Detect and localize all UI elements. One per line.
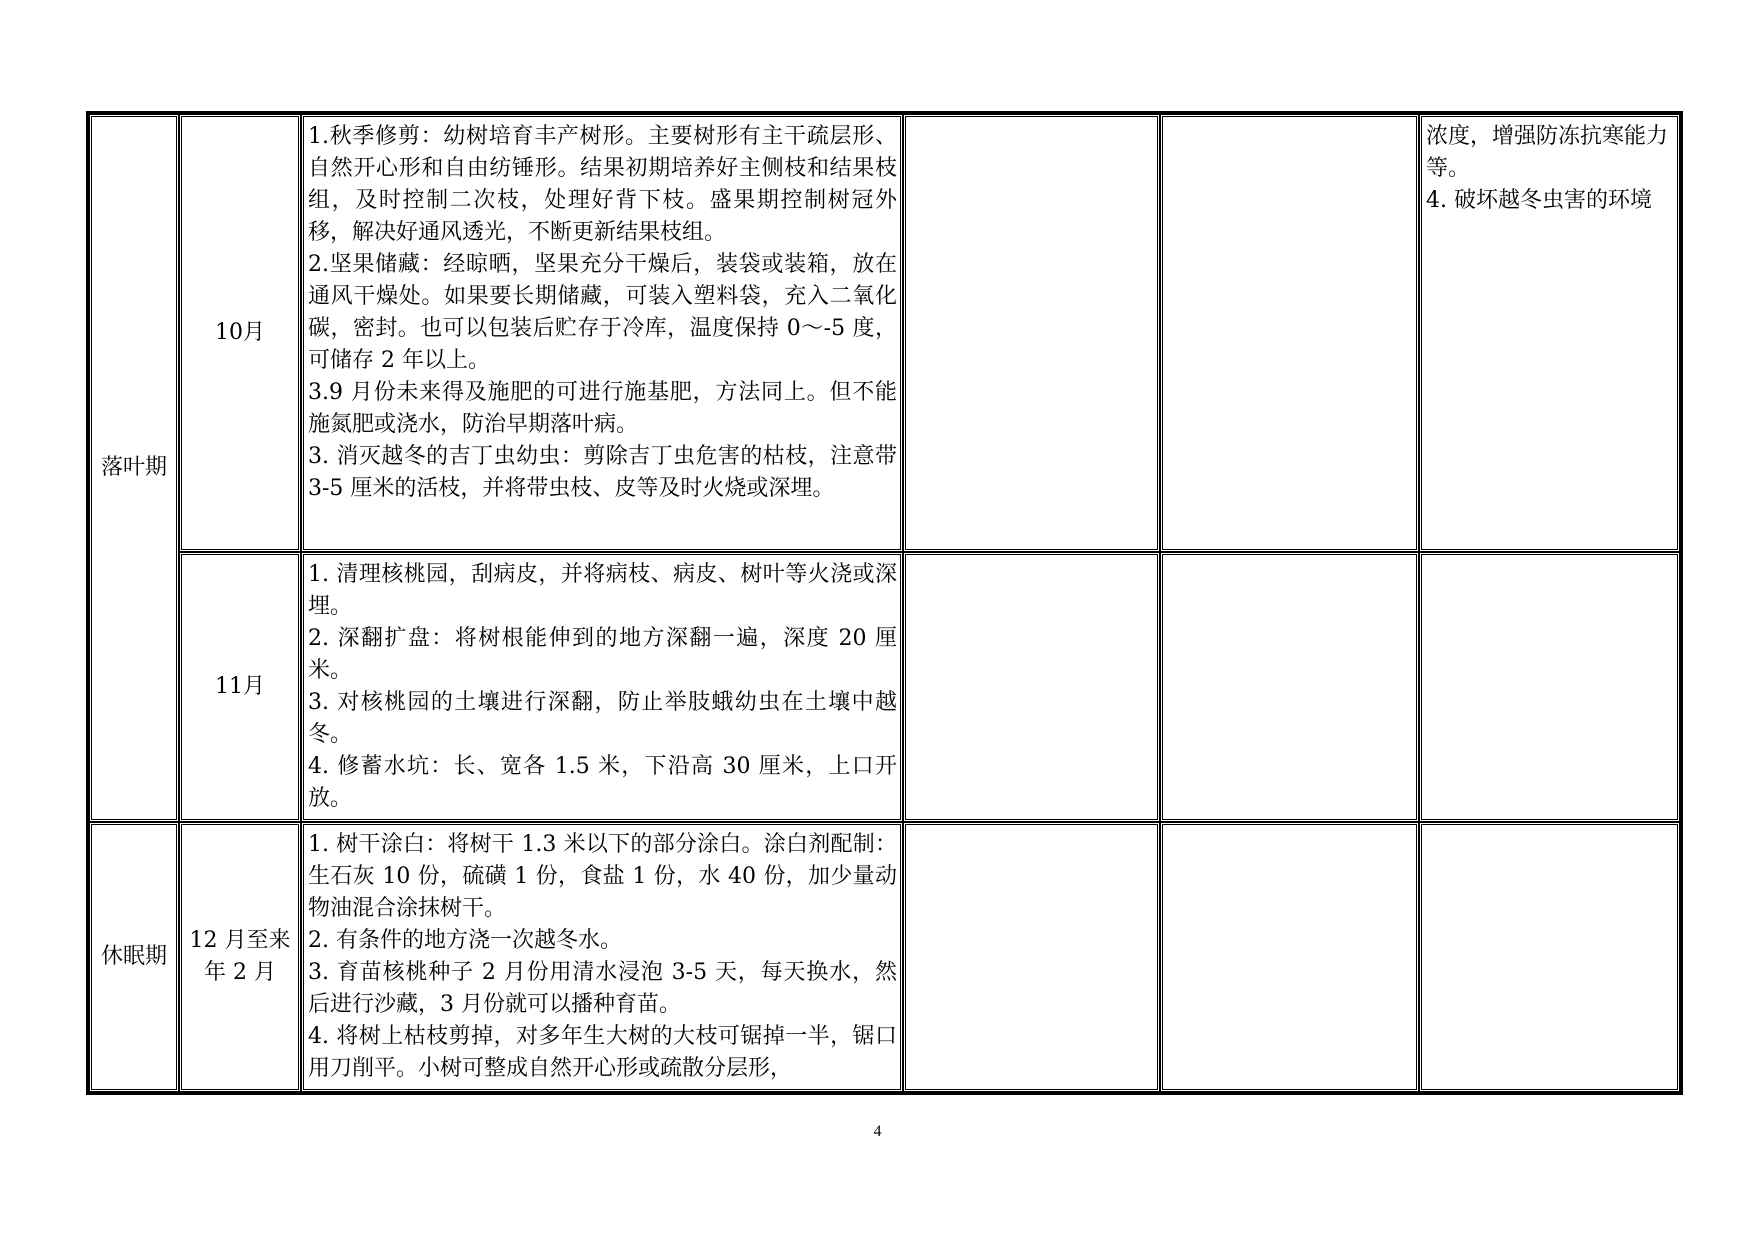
stage-cell-dormancy: 休眠期 [89,822,179,1092]
task-item: 3. 消灭越冬的吉丁虫幼虫：剪除吉丁虫危害的枯枝，注意带 3-5 厘米的活枝，并将带虫枝、皮等及时火烧或深埋。 [308,444,897,501]
empty-cell [1160,552,1419,822]
task-item: 3. 育苗核桃种子 2 月份用清水浸泡 3-5 天，每天换水，然后进行沙藏，3 月份就可以播种育苗。 [308,960,897,1017]
month-cell-december-february: 12 月至来年 2 月 [179,822,301,1092]
month-cell-october: 10月 [179,114,301,552]
empty-cell [1160,114,1419,552]
task-item: 4. 修蓄水坑：长、宽各 1.5 米，下沿高 30 厘米，上口开放。 [308,754,897,811]
management-schedule-table [86,111,1683,1095]
empty-cell [1419,552,1680,822]
table-row [89,552,1680,822]
task-item: 3.9 月份未来得及施肥的可进行施基肥，方法同上。但不能施氮肥或浇水，防治早期落叶病。 [308,380,897,437]
note-item: 浓度，增强防冻抗寒能力等。 [1426,124,1669,181]
task-item: 2. 有条件的地方浇一次越冬水。 [308,928,622,953]
table-row [89,114,1680,552]
tasks-cell-november [301,552,903,822]
table-row [89,822,1680,1092]
empty-cell [903,822,1160,1092]
empty-cell [1419,822,1680,1092]
month-cell-november: 11月 [179,552,301,822]
task-item: 2.坚果储藏：经晾晒，坚果充分干燥后，装袋或装箱，放在通风干燥处。如果要长期储藏，可装入塑料袋，充入二氧化碳，密封。也可以包装后贮存于冷库，温度保持 0～-5 度，可储存 2 年以上。 [308,252,897,373]
task-item: 1.秋季修剪：幼树培育丰产树形。主要树形有主干疏层形、自然开心形和自由纺锤形。结果初期培养好主侧枝和结果枝组，及时控制二次枝，处理好背下枝。盛果期控制树冠外移，解决好通风透光，不断更新结果枝组。 [308,124,897,245]
stage-cell-leaf-fall: 落叶期 [89,114,179,822]
page-number: 4 [873,1123,882,1140]
note-item: 4. 破坏越冬虫害的环境 [1426,188,1652,213]
empty-cell [903,114,1160,552]
task-item: 1. 树干涂白：将树干 1.3 米以下的部分涂白。涂白剂配制：生石灰 10 份，硫磺 1 份，食盐 1 份，水 40 份，加少量动物油混合涂抹树干。 [308,832,897,921]
note-cell-october [1419,114,1680,552]
task-item: 3. 对核桃园的土壤进行深翻，防止举肢蛾幼虫在土壤中越冬。 [308,690,897,747]
task-item: 1. 清理核桃园，刮病皮，并将病枝、病皮、树叶等火浇或深埋。 [308,562,897,619]
task-item: 2. 深翻扩盘：将树根能伸到的地方深翻一遍，深度 20 厘米。 [308,626,897,683]
empty-cell [903,552,1160,822]
task-item: 4. 将树上枯枝剪掉，对多年生大树的大枝可锯掉一半，锯口用刀削平。小树可整成自然开心形或疏散分层形， [308,1024,897,1081]
tasks-cell-october [301,114,903,552]
tasks-cell-dormancy [301,822,903,1092]
empty-cell [1160,822,1419,1092]
